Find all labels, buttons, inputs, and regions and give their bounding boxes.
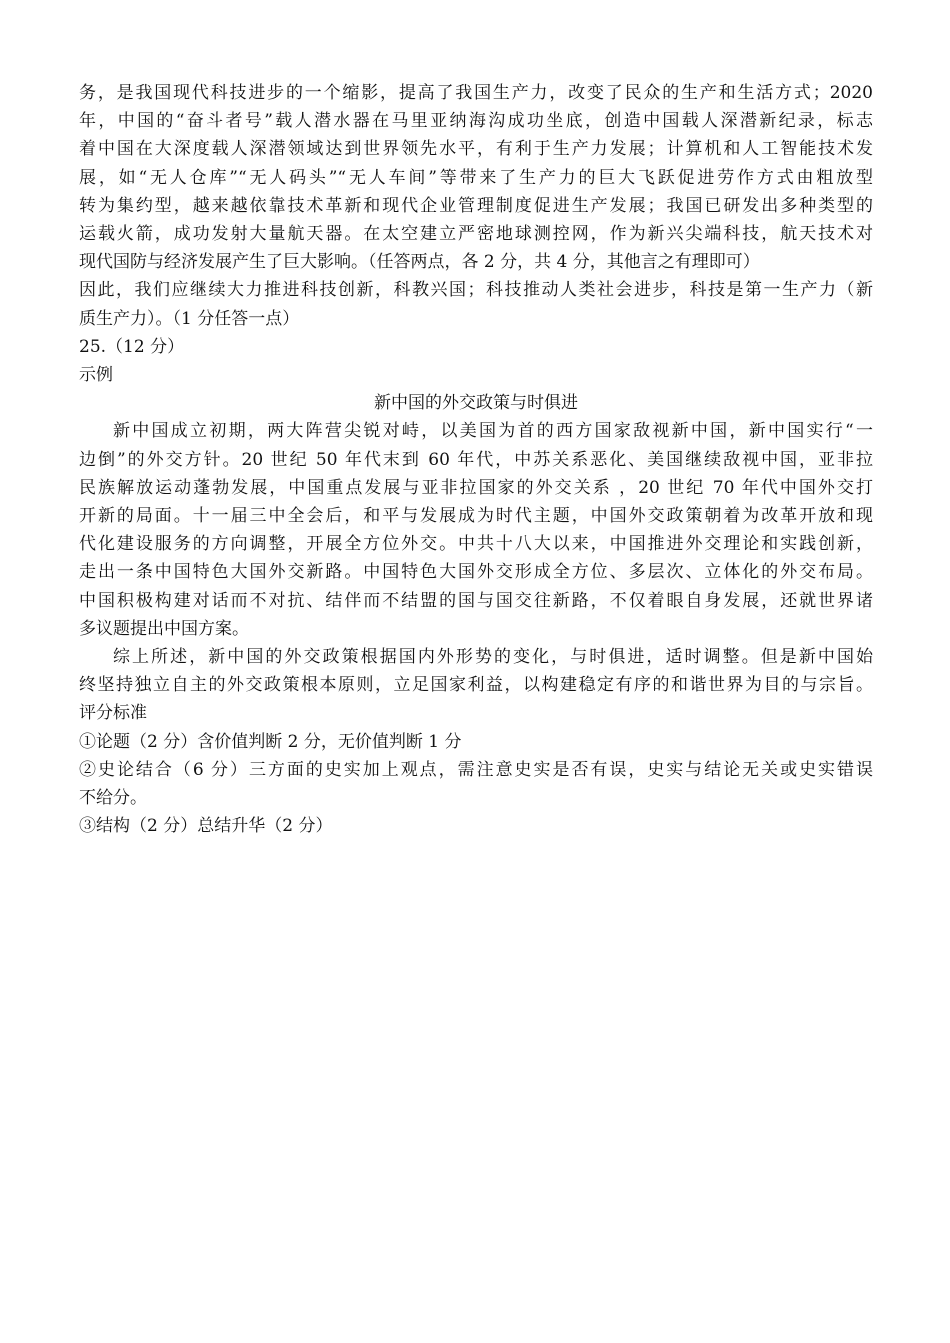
- scoring-item-3: ③结构（2 分）总结升华（2 分）: [79, 816, 333, 837]
- document-page: [79, 79, 873, 840]
- text-line: 现代国防与经济发展产生了巨大影响。（任答两点，各 2 分，共 4 分，其他言之有理即可）: [79, 252, 760, 273]
- text-line: 转为集约型，越来越依靠技术革新和现代企业管理制度促进生产发展；我国已研发出多种类型的: [79, 195, 873, 216]
- text-line: 边倒”的外交方针。20 世纪 50 年代末到 60 年代，中苏关系恶化、美国继续敌视中国，亚非拉: [79, 449, 873, 470]
- text-line: 展，如“无人仓库”“无人码头”“无人车间”等带来了生产力的巨大飞跃促进劳作方式由粗放型: [79, 167, 873, 188]
- text-line: 民族解放运动蓬勃发展，中国重点发展与亚非拉国家的外交关系 ，20 世纪 70 年代中国外交打: [79, 477, 873, 498]
- scoring-label: 评分标准: [79, 703, 147, 724]
- scoring-item-2: ②史论结合（6 分）三方面的史实加上观点，需注意史实是否有误，史实与结论无关或史实错误: [79, 759, 873, 780]
- text-line: 多议题提出中国方案。: [79, 618, 249, 639]
- text-line: 着中国在大深度载人深潜领域达到世界领先水平，有利于生产力发展；计算机和人工智能技术发: [79, 139, 873, 160]
- text-line: 综上所述，新中国的外交政策根据国内外形势的变化，与时俱进，适时调整。但是新中国始: [113, 647, 873, 668]
- essay-paragraph-1: [79, 417, 873, 643]
- example-label: 示例: [79, 365, 113, 386]
- text-line: 开新的局面。十一届三中全会后，和平与发展成为时代主题，中国外交政策朝着为改革开放和现: [79, 506, 873, 527]
- question-number: 25.（12 分）: [79, 336, 185, 357]
- scoring-item-2-continued: 不给分。: [79, 788, 147, 809]
- text-line: 终坚持独立自主的外交政策根本原则，立足国家利益，以构建稳定有序的和谐世界为目的与宗旨。: [79, 675, 873, 696]
- essay-title: 新中国的外交政策与时俱进: [374, 393, 578, 414]
- essay-paragraph-2: [79, 643, 873, 699]
- text-line: 因此，我们应继续大力推进科技创新，科教兴国；科技推动人类社会进步，科技是第一生产力（新: [79, 280, 873, 301]
- text-line: 运载火箭，成功发射大量航天器。在太空建立严密地球测控网，作为新兴尖端科技，航天技术对: [79, 224, 873, 245]
- answer-tail: [79, 79, 873, 333]
- text-line: 走出一条中国特色大国外交新路。中国特色大国外交形成全方位、多层次、立体化的外交布局。: [79, 562, 873, 583]
- text-line: 务，是我国现代科技进步的一个缩影，提高了我国生产力，改变了民众的生产和生活方式；2020: [79, 83, 873, 103]
- text-line: 代化建设服务的方向调整，开展全方位外交。中共十八大以来，中国推进外交理论和实践创新，: [79, 534, 873, 555]
- text-line: 新中国成立初期，两大阵营尖锐对峙，以美国为首的西方国家敌视新中国，新中国实行“一: [113, 421, 873, 442]
- text-line: 质生产力）。（1 分任答一点）: [79, 308, 300, 329]
- text-line: 中国积极构建对话而不对抗、结伴而不结盟的国与国交往新路，不仅着眼自身发展，还就世界诸: [79, 590, 873, 611]
- scoring-item-1: ①论题（2 分）含价值判断 2 分，无价值判断 1 分: [79, 731, 462, 752]
- scoring-criteria: [79, 699, 873, 840]
- text-line: 年，中国的“奋斗者号”载人潜水器在马里亚纳海沟成功坐底，创造中国载人深潜新纪录，标志: [79, 111, 873, 132]
